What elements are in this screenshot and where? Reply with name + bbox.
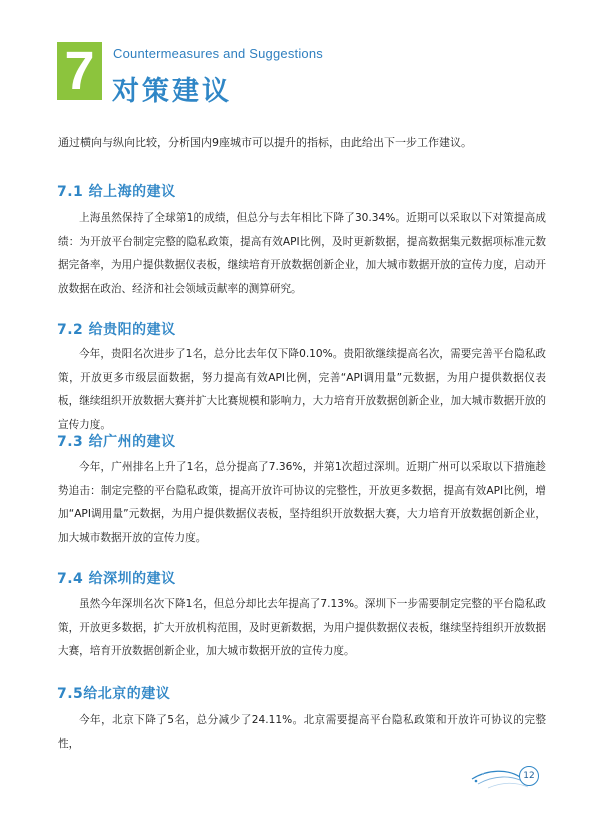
page-number: 12 [519, 766, 539, 786]
chapter-title-cn: 对策建议 [112, 76, 232, 107]
section-text-guangzhou: 今年，广州排名上升了1名，总分提高了7.36%，并第1次超过深圳。近期广州可以采取以下措施趁势追击：制定完整的平台隐私政策，提高开放许可协议的完整性，开放更多数据，提高有效API比例，增加“API调用量”元数据，为用户提供数据仪表板，坚持组织开放数据大赛，大力培育开放数据创新企业，加大城市数据开放的宣传力度。 [58, 461, 546, 544]
chapter-title-en: Countermeasures and Suggestions [113, 46, 323, 61]
section-heading-shenzhen: 7.4 给深圳的建议 [57, 571, 176, 587]
section-heading-guiyang: 7.2 给贵阳的建议 [57, 322, 176, 338]
section-text-shanghai: 上海虽然保持了全球第1的成绩，但总分与去年相比下降了30.34%。近期可以采取以下对策提高成绩：为开放平台制定完整的隐私政策，提高有效API比例，及时更新数据，提高数据集元数据项标准元数据完备率，为用户提供数据仪表板，继续培育开放数据创新企业，加大城市数据开放的宣传力度，启动开放数据在政治、经济和社会领域贡献率的测算研究。 [58, 212, 546, 295]
intro-paragraph: 通过横向与纵向比较，分析国内9座城市可以提升的指标，由此给出下一步工作建议。 [58, 136, 472, 149]
section-heading-shanghai: 7.1 给上海的建议 [57, 184, 176, 200]
section-heading-beijing: 7.5给北京的建议 [57, 686, 171, 702]
section-text-beijing: 今年，北京下降了5名，总分减少了24.11%。北京需要提高平台隐私政策和开放许可协议的完整性， [58, 714, 546, 750]
section-text-guiyang: 今年，贵阳名次进步了1名，总分比去年仅下降0.10%。贵阳欲继续提高名次，需要完善平台隐私政策，开放更多市级层面数据，努力提高有效API比例，完善“API调用量”元数据，为用户提供数据仪表板，继续组织开放数据大赛并扩大比赛规模和影响力，大力培育开放数据创新企业，加大城市数据开放的宣传力度。 [58, 348, 546, 431]
chapter-number: 7 [64, 41, 95, 101]
chapter-number-badge [57, 42, 102, 100]
section-text-shenzhen: 虽然今年深圳名次下降1名，但总分却比去年提高了7.13%。深圳下一步需要制定完整的平台隐私政策，开放更多数据，扩大开放机构范围，及时更新数据，为用户提供数据仪表板，继续坚持组织开放数据大赛，培育开放数据创新企业，加大城市数据开放的宣传力度。 [58, 598, 546, 657]
section-heading-guangzhou: 7.3 给广州的建议 [57, 434, 176, 450]
